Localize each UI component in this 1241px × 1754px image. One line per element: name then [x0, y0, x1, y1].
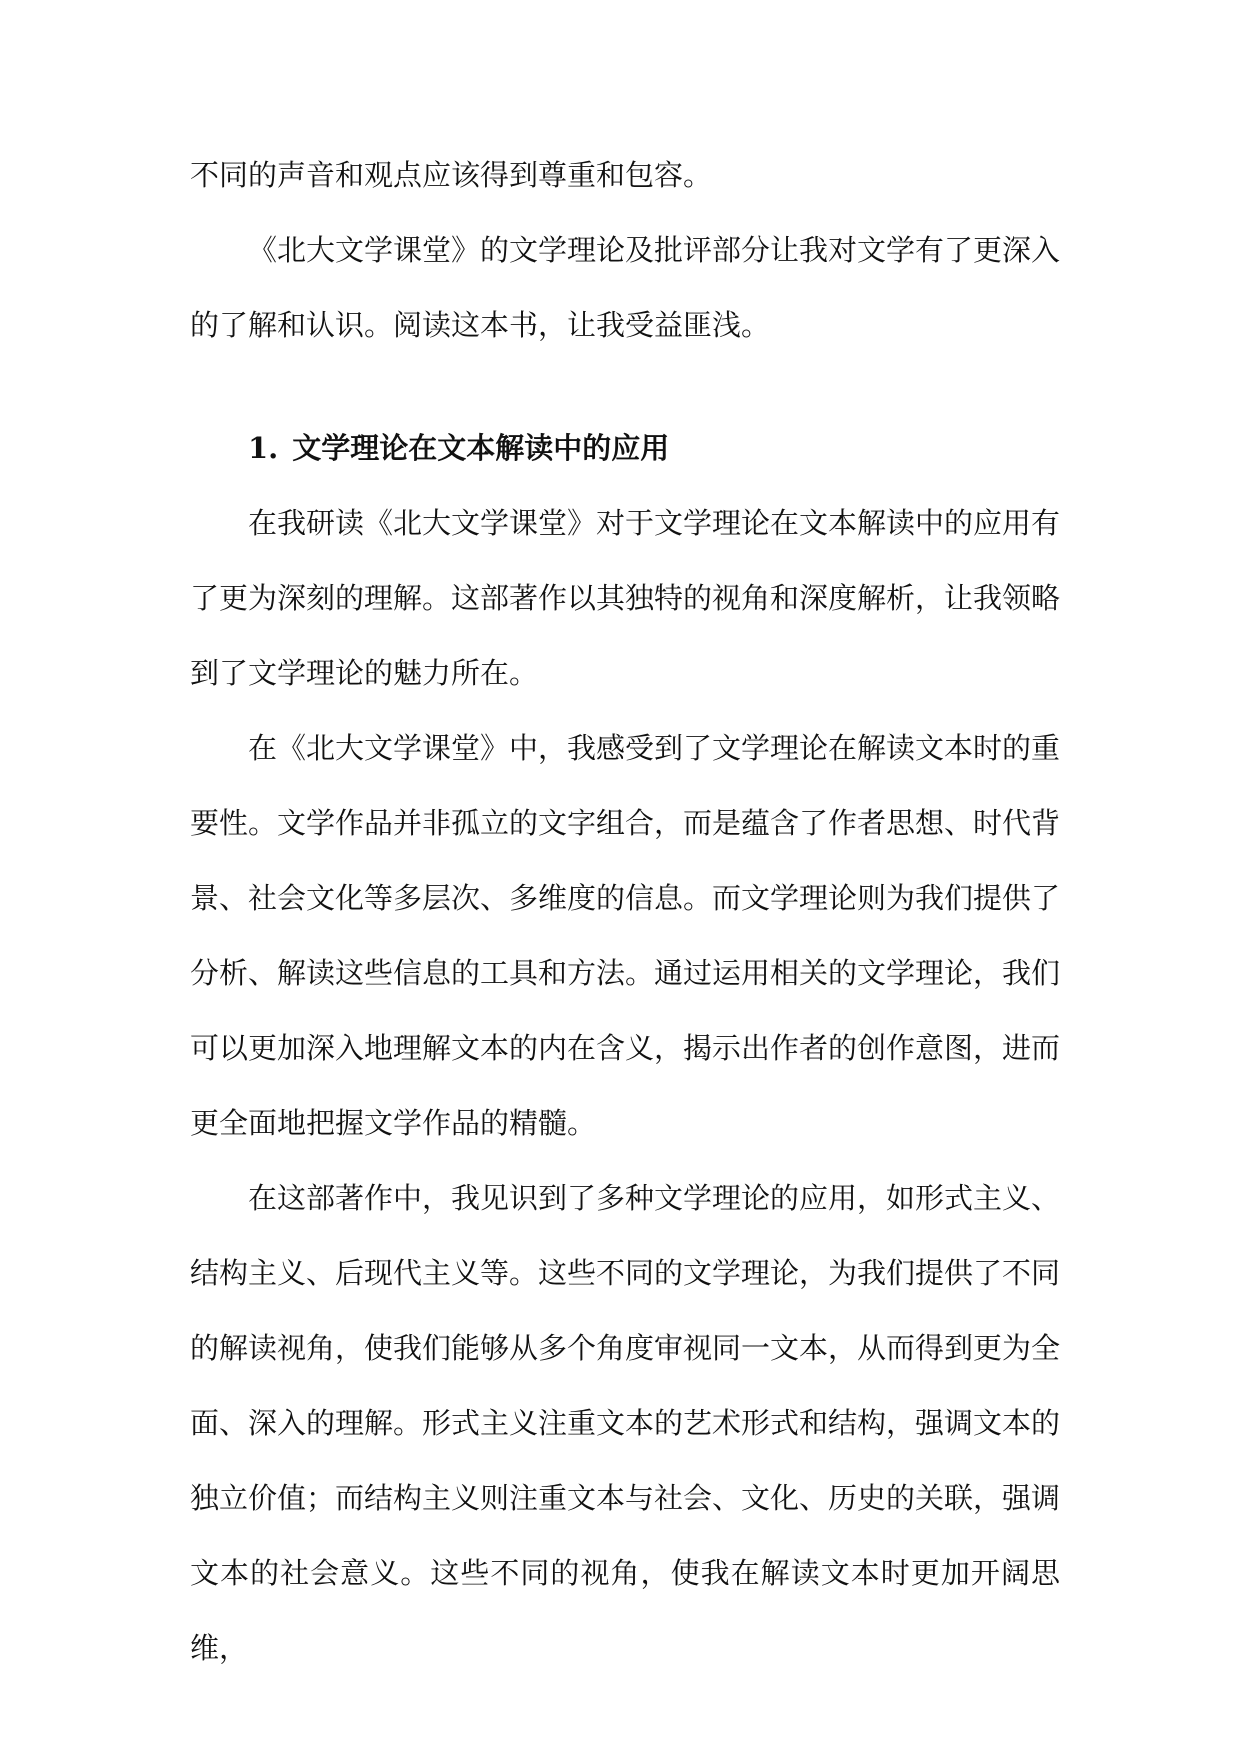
paragraph-summary: 《北大文学课堂》的文学理论及批评部分让我对文学有了更深入的了解和认识。阅读这本书，让我受益匪浅。: [190, 233, 1061, 342]
paragraph-continued: 不同的声音和观点应该得到尊重和包容。: [190, 158, 713, 192]
paragraph-intro: 在我研读《北大文学课堂》对于文学理论在文本解读中的应用有了更为深刻的理解。这部著作以其独特的视角和深度解析，让我领略到了文学理论的魅力所在。: [190, 506, 1061, 690]
paragraph-importance: 在《北大文学课堂》中，我感受到了文学理论在解读文本时的重要性。文学作品并非孤立的文字组合，而是蕴含了作者思想、时代背景、社会文化等多层次、多维度的信息。而文学理论则为我们提供了分析、解读这些信息的工具和方法。通过运用相关的文学理论，我们可以更加深入地理解文本的内在含义，揭示出作者的创作意图，进而更全面地把握文学作品的精髓。: [190, 731, 1061, 1140]
section-number: 1.: [248, 431, 279, 465]
section-heading: [190, 411, 1060, 486]
section-spacer: [190, 363, 1060, 411]
document-body: [190, 138, 1060, 1686]
section-title: 文学理论在文本解读中的应用: [292, 431, 670, 465]
paragraph-theories: 在这部著作中，我见识到了多种文学理论的应用，如形式主义、结构主义、后现代主义等。这些不同的文学理论，为我们提供了不同的解读视角，使我们能够从多个角度审视同一文本，从而得到更为全面、深入的理解。形式主义注重文本的艺术形式和结构，强调文本的独立价值；而结构主义则注重文本与社会、文化、历史的关联，强调文本的社会意义。这些不同的视角，使我在解读文本时更加开阔思维，: [190, 1181, 1061, 1665]
